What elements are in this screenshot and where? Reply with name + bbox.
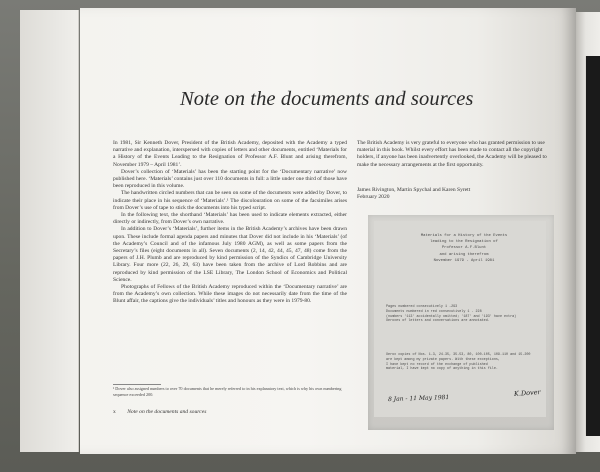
facsimile-title — [404, 233, 524, 264]
paragraph: In 1981, Sir Kenneth Dover, President of the British Academy, deposited with the Academy a typed narrative and explanation, interspersed with copies of letters and other documents, entitled ‘Materials for a History of the Events Leading to the Resignation of Professor A.F. Blunt and arising therefrom, November 1979 – April 1981’. — [113, 140, 347, 168]
right-text-column — [357, 140, 557, 169]
facsimile-title-line: Materials for a History of the Events — [420, 234, 508, 238]
facsimile-line: material, I have kept no copy of anything in this file. — [386, 367, 498, 372]
signoff — [357, 187, 557, 201]
facsimile-line: Pages numbered consecutively 1 -293 — [386, 305, 458, 309]
facsimile-paper — [374, 221, 546, 417]
facsimile-body-2 — [386, 353, 544, 372]
facsimile-line: I have kept no record of the exchange of published — [386, 362, 488, 367]
left-page-edge — [20, 10, 79, 452]
facsimile-title-line: Professor A.F.Blunt — [441, 246, 487, 251]
handwritten-date: 8 Jan - 11 May 1981 — [387, 393, 450, 404]
paragraph: In the following text, the shorthand ‘Materials’ has been used to indicate elements extracted, either directly or indirectly, from Dover’s own narrative. — [113, 212, 347, 226]
acknowledgement-paragraph: The British Academy is very grateful to everyone who has granted permission to use material in this book. Whilst every effort has been made to contact all the copyright holders, if anyone has been inadvertently overlooked, the Academy will be pleased to make the necessary arrangements at the first opportunity. — [357, 140, 547, 168]
facing-page-photo — [586, 56, 600, 436]
paragraph: The handwritten circled numbers that can be seen on some of the documents were added by Dover, to indicate their place in his sequence of ‘Materials’.¹ The discolouration on some of the facsimiles arises from Dover’s use of tape to stick the documents into his typed script. — [113, 190, 347, 211]
paragraph: Photographs of Fellows of the British Academy reproduced within the ‘Documentary narrative’ are from the Academy’s own collection. While these images do not necessarily date from the time of the Blunt affair, the captions give the individuals’ titles and honours as they were in 1979-80. — [113, 284, 347, 305]
facsimile-body — [386, 305, 544, 324]
page-number: x — [113, 409, 116, 415]
facsimile-title-line: leading to the Resignation of — [430, 240, 498, 245]
facsimile-line: Xerox copies of Nos. 1-3, 24-35, 35-53, 80, 100-105, 109-110 and 15-200 — [386, 353, 531, 357]
facsimile-line: (numbers '113' accidentally omitted; '187' and '193' have extra) — [386, 314, 517, 319]
facsimile-title-line: and arising therefrom — [439, 252, 489, 257]
footnote-divider — [113, 384, 161, 385]
signoff-names: James Rivington, Martin Spychal and Karen Syrett — [357, 187, 471, 193]
page-heading: Note on the documents and sources — [180, 88, 474, 110]
left-text-column — [113, 140, 347, 306]
facsimile-line: are kept among my private papers. With these exceptions, — [386, 357, 500, 362]
facsimile-line: Xeroxes of letters and conversations are annotated. — [386, 319, 490, 324]
footnote: ¹ Dover also assigned numbers to over 70 documents that he merely referred to in his explanatory text, which is why his own numbering sequence exceeded 200. — [113, 386, 342, 397]
paragraph: In addition to Dover’s ‘Materials’, further items in the British Academy’s archives have been drawn upon. These include formal agenda papers and minutes that Dover did not include in his ‘Materials’ (of the Academy’s Council and of the infamous July 1980 AGM), as well as some papers from the Secretary’s files (eight documents in all). Seven documents (2, 14, 42, 44, 45, 47, 48) come from the papers of J.H. Plumb and are reproduced by kind permission of the Syndics of Cambridge University Library. Four more (22, 26, 29, 63) have been taken from the archive of Lord Robbins and are reproduced by kind permission of the LSE Library, The London School of Economics and Political Science. — [113, 226, 347, 283]
paragraph: Dover’s collection of ‘Materials’ has been the starting point for the ‘Documentary narrative’ now published here. ‘Materials’ contains just over 110 documents in full: a little under one third of those have been reproduced in this volume. — [113, 168, 347, 190]
facsimile-line: Documents numbered in red consecutively 1 - 228 — [386, 309, 482, 314]
facsimile-title-line: November 1979 - April 1981 — [433, 258, 495, 263]
document-facsimile — [368, 215, 554, 430]
running-title: Note on the documents and sources — [127, 409, 207, 415]
signoff-date: February 2020 — [357, 194, 390, 201]
handwritten-signature: K.Dover — [513, 388, 541, 398]
